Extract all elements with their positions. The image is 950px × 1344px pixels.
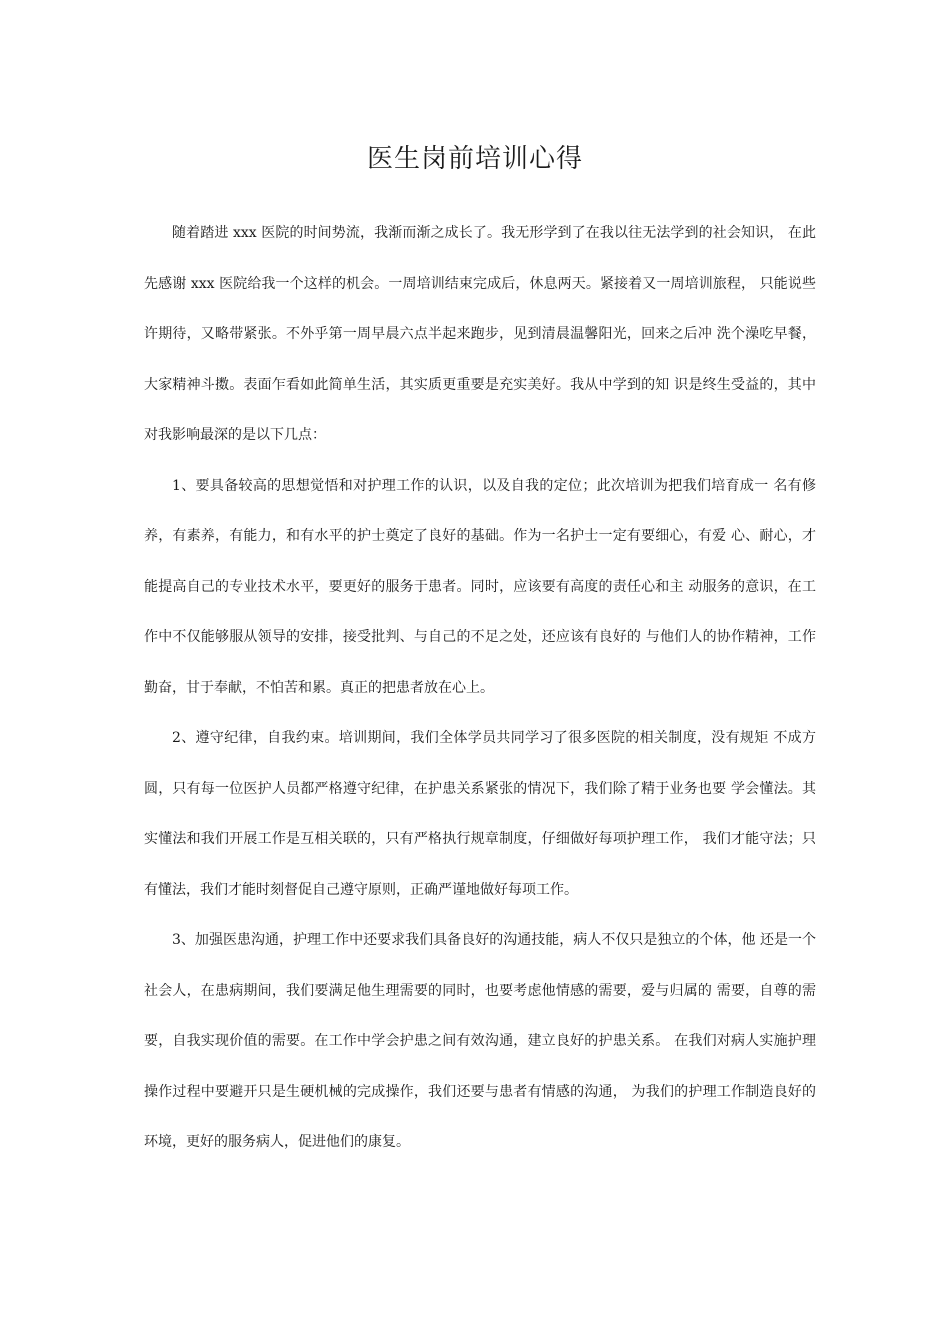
paragraph-point-3: 3、加强医患沟通，护理工作中还要求我们具备良好的沟通技能，病人不仅只是独立的个体，他 还是一个社会人，在患病期间，我们要满足他生理需要的同时，也要考虑他情感的需要，爱与归属的 需要，自尊的需要，自我实现价值的需要。在工作中学会护患之间有效沟通，建立良好的护患关系。 在我们对病人实施护理操作过程中要避开只是生硬机械的完成操作，我们还要与患者有情感的沟通， 为我们的护理工作制造良好的环境，更好的服务病人，促进他们的康复。	[144, 932, 816, 1150]
document-body	[144, 208, 816, 1168]
paragraph-point-2: 2、遵守纪律，自我约束。培训期间，我们全体学员共同学习了很多医院的相关制度，没有规矩 不成方圆，只有每一位医护人员都严格遵守纪律，在护患关系紧张的情况下，我们除了精于业务也要 学会懂法。其实懂法和我们开展工作是互相关联的，只有严格执行规章制度，仔细做好每项护理工作， 我们才能守法；只有懂法，我们才能时刻督促自己遵守原则，正确严谨地做好每项工作。	[144, 730, 816, 898]
paragraph-intro: 随着踏进 xxx 医院的时间势流，我渐而渐之成长了。我无形学到了在我以往无法学到的社会知识， 在此先感谢 xxx 医院给我一个这样的机会。一周培训结束完成后，休息两天。紧接着又一周培训旅程， 只能说些许期待，又略带紧张。不外乎第一周早晨六点半起来跑步，见到清晨温馨阳光，回来之后冲 洗个澡吃早餐，大家精神斗擞。表面乍看如此简单生活，其实质更重要是充实美好。我从中学到的知 识是终生受益的，其中对我影响最深的是以下几点：	[144, 225, 816, 443]
paragraph-point-1: 1、要具备较高的思想觉悟和对护理工作的认识，以及自我的定位；此次培训为把我们培育成一 名有修养，有素养，有能力，和有水平的护士奠定了良好的基础。作为一名护士一定有要细心，有爱 心、耐心，才能提高自己的专业技术水平，要更好的服务于患者。同时，应该要有高度的责任心和主 动服务的意识，在工作中不仅能够服从领导的安排，接受批判、与自己的不足之处，还应该有良好的 与他们人的协作精神，工作勤奋，甘于奉献，不怕苦和累。真正的把患者放在心上。	[144, 477, 816, 696]
document-title: 医生岗前培训心得	[366, 144, 583, 174]
